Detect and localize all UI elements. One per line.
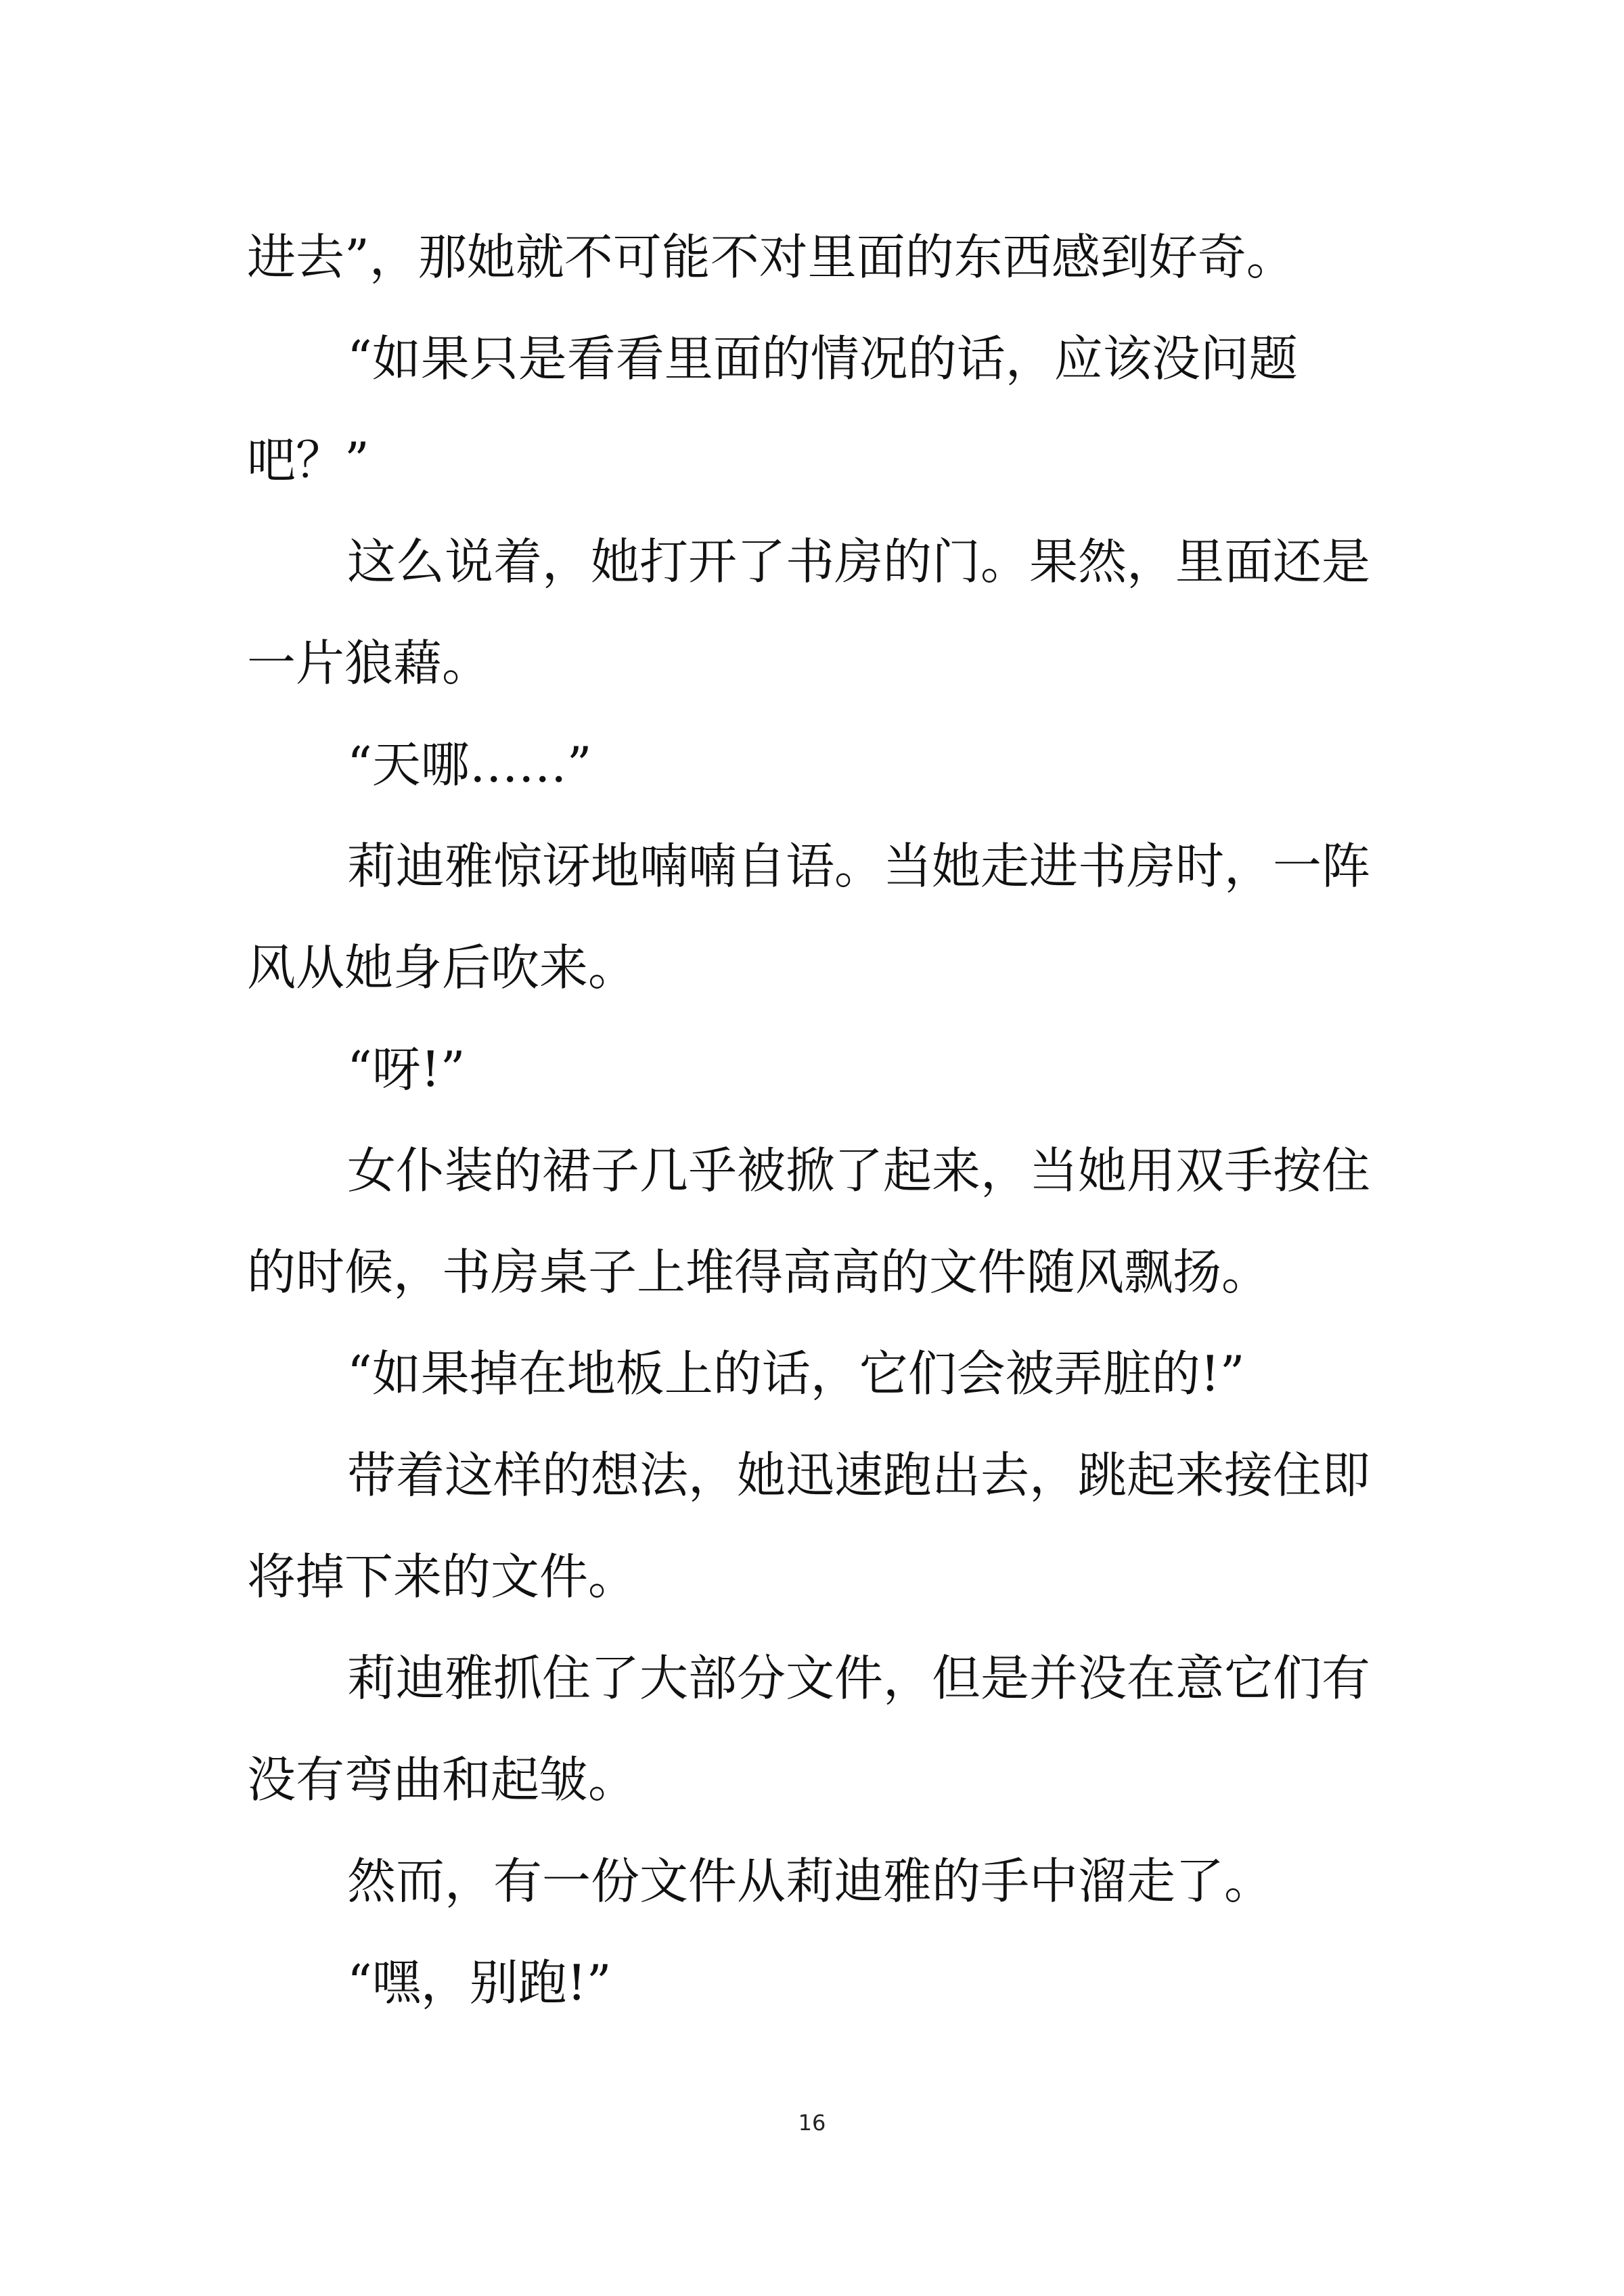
text-line: 这么说着，她打开了书房的门。果然，里面还是 <box>347 533 1371 590</box>
page-number: 16 <box>798 2110 826 2136</box>
text-line: 的时候，书房桌子上堆得高高的文件随风飘扬。 <box>247 1244 1271 1301</box>
text-line: “如果掉在地板上的话，它们会被弄脏的!” <box>347 1345 1245 1402</box>
text-line: 莉迪雅抓住了大部分文件，但是并没在意它们有 <box>347 1650 1371 1707</box>
text-line: 风从她身后吹来。 <box>247 939 637 996</box>
text-line: 没有弯曲和起皱。 <box>247 1751 637 1808</box>
text-line: 带着这样的想法，她迅速跑出去，跳起来接住即 <box>347 1447 1371 1504</box>
text-line: 一片狼藉。 <box>247 635 491 692</box>
text-line: “呀!” <box>347 1041 466 1098</box>
text-line: “如果只是看看里面的情况的话，应该没问题 <box>347 330 1298 387</box>
body-text <box>247 206 1391 2033</box>
text-line: 将掉下来的文件。 <box>247 1548 637 1605</box>
text-line: 女仆装的裙子几乎被掀了起来，当她用双手按住 <box>347 1142 1371 1199</box>
text-line: “嘿，别跑!” <box>347 1954 612 2011</box>
text-line: 莉迪雅惊讶地喃喃自语。当她走进书房时，一阵 <box>347 838 1371 895</box>
text-line: 吧？” <box>247 432 369 489</box>
text-line: “天哪……” <box>347 736 592 793</box>
text-line: 进去”，那她就不可能不对里面的东西感到好奇。 <box>247 229 1295 286</box>
text-line: 然而，有一份文件从莉迪雅的手中溜走了。 <box>347 1853 1273 1910</box>
